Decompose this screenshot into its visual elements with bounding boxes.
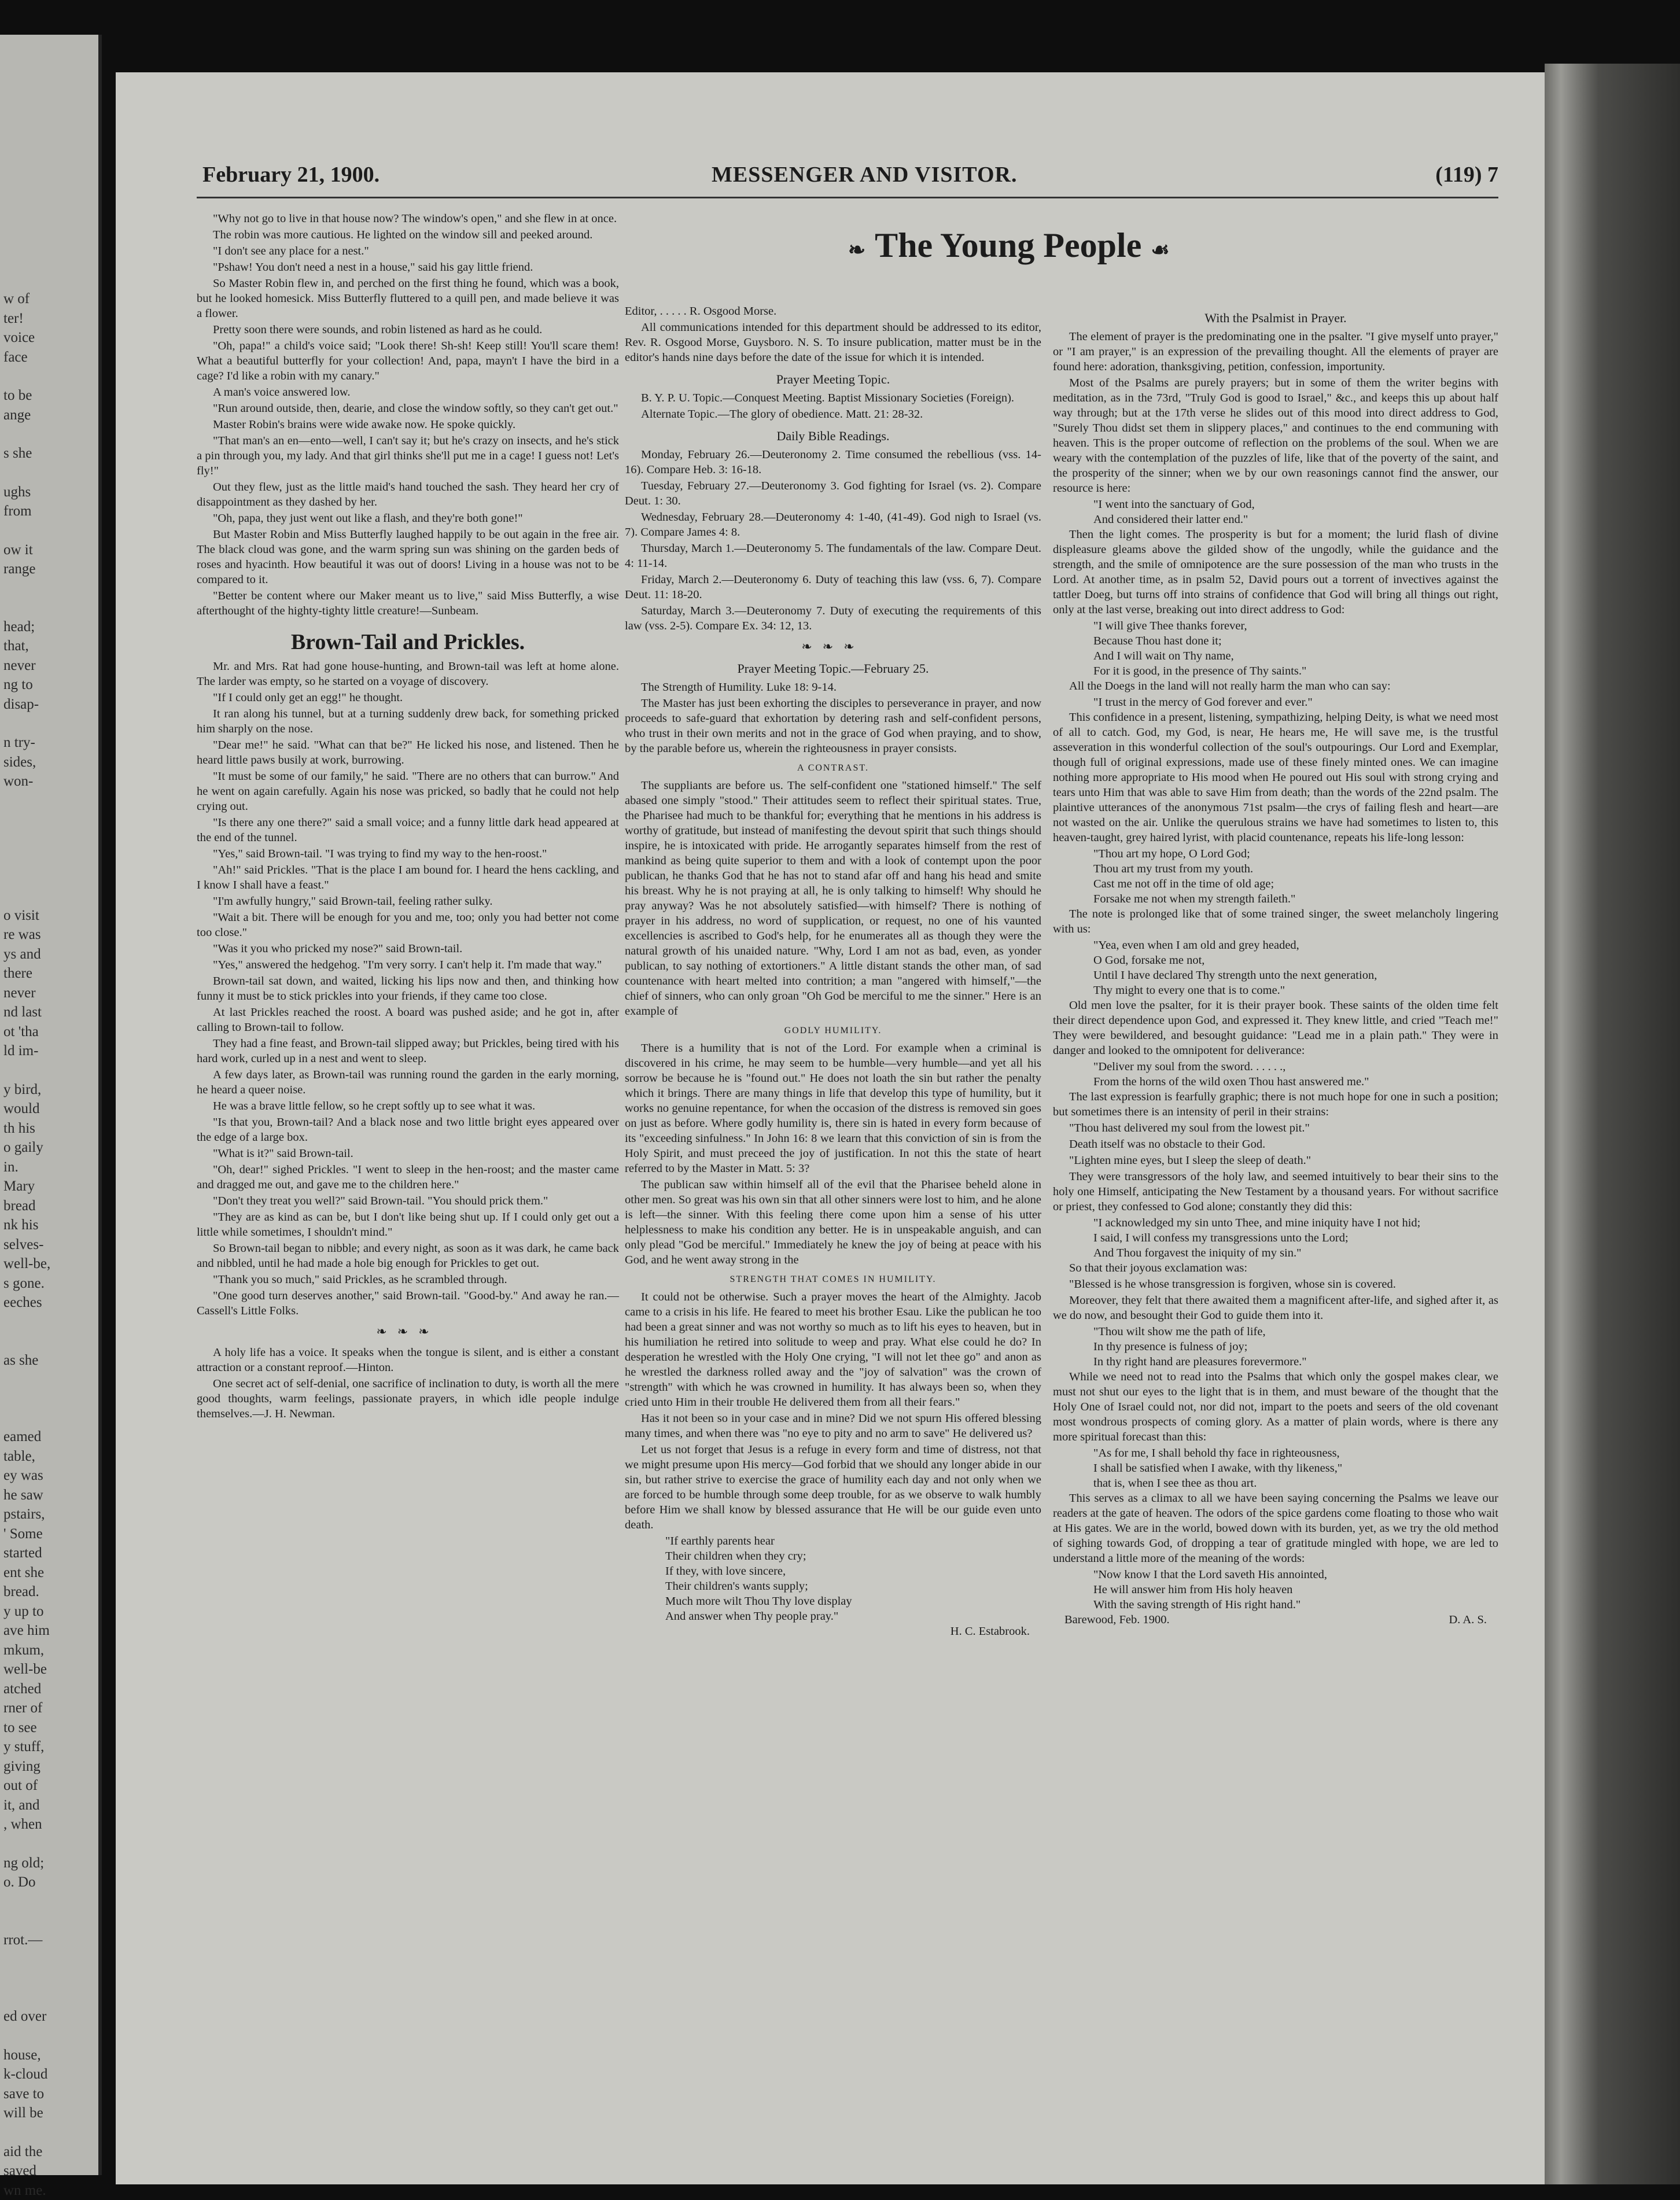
- paragraph: "Yes," answered the hedgehog. "I'm very sorry. I can't help it. I'm made that way.": [197, 957, 619, 972]
- verse-line: And answer when Thy people pray.": [665, 1609, 1041, 1624]
- fragment-line: ent she: [3, 1563, 98, 1583]
- paragraph: Tuesday, February 27.—Deuteronomy 3. God fighting for Israel (vs. 2). Compare Deut. 1: 30.: [625, 478, 1041, 508]
- fragment-line: [3, 1911, 98, 1930]
- verse-line: "I will give Thee thanks forever,: [1093, 618, 1498, 633]
- fragment-line: ave him: [3, 1621, 98, 1641]
- paragraph: "Lighten mine eyes, but I sleep the sleep of death.": [1053, 1153, 1498, 1168]
- col3-paras-i: [1053, 1369, 1498, 1444]
- paragraph: This confidence in a present, listening, sympathizing, helping Deity, is what we need most of all to catch. God, my God, is near, He hears me, He will save me, is the trustful asseveration in this wonderful collection of the soul's outpourings. Our Lord and Exemplar, though full of original expressions, made use of these finely minted ones. We can imagine nothing more appropriate to His mood when He poured out His soul with strong crying and tears unto Him that was able to save Him from death; than the words of the 22nd psalm. The plaintive utterances of the anonymous 71st psalm—the crys of failing flesh and heart—are not wasted on the air. Unlike the querulous strains we have had sometimes to listen to, this heaven-taught, grey haired lyrist, with placid countenance, repeats his life-long lesson:: [1053, 710, 1498, 845]
- paragraph: "Is there any one there?" said a small voice; and a funny little dark head appeared at the end of the tunnel.: [197, 815, 619, 845]
- fragment-line: [3, 425, 98, 444]
- fragment-line: [3, 367, 98, 386]
- paragraph: Death itself was no obstacle to their God.: [1053, 1137, 1498, 1152]
- header-paper-title: MESSENGER AND VISITOR.: [712, 162, 1017, 187]
- paragraph: It ran along his tunnel, but at a turning suddenly drew back, for something pricked him sharply on the nose.: [197, 706, 619, 736]
- col1-paras-c: [197, 1345, 619, 1421]
- fragment-line: [3, 1892, 98, 1911]
- verse-line: Thou art my trust from my youth.: [1093, 861, 1498, 876]
- fragment-line: well-be: [3, 1660, 98, 1679]
- section-title: [839, 226, 1360, 266]
- fragment-line: [3, 887, 98, 906]
- paragraph: Saturday, March 3.—Deuteronomy 7. Duty of executing the requirements of this law (vss. 2-5). Compare Ex. 34: 12, 13.: [625, 603, 1041, 633]
- story-title: Brown-Tail and Prickles.: [197, 635, 619, 650]
- verse-line: I said, I will confess my transgressions unto the Lord;: [1093, 1230, 1498, 1245]
- contrast-paras: [625, 778, 1041, 1019]
- paragraph: "Better be content where our Maker meant us to live," said Miss Butterfly, a wise afterthought of the highty-tighty little creature!—Sunbeam.: [197, 588, 619, 618]
- daily-readings: [625, 447, 1041, 633]
- fragment-line: table,: [3, 1447, 98, 1466]
- fragment-line: ld im-: [3, 1041, 98, 1061]
- fragment-line: he saw: [3, 1486, 98, 1505]
- paragraph: But Master Robin and Miss Butterfly laughed happily to be out again in the free air. The black cloud was gone, and the warm spring sun was shining on the garden beds of roses and hyacinth. How beautiful it was out of doors! Living in a house was not to be compared to it.: [197, 527, 619, 587]
- fragment-line: house,: [3, 2046, 98, 2065]
- col3-signature: [1053, 1612, 1498, 1627]
- paragraph: "What is it?" said Brown-tail.: [197, 1146, 619, 1161]
- col3-paras-d: [1053, 710, 1498, 845]
- verse: [1053, 1059, 1498, 1089]
- paragraph: The Master has just been exhorting the disciples to perseverance in prayer, and now proceeds to safe-guard that exhortation by detering rash and self-confident persons, who trust in their own merits and not in the grace of God when praying, and to show, by the parable before us, wherein the righteousness in prayer consists.: [625, 696, 1041, 756]
- fragment-line: [3, 810, 98, 830]
- paragraph: "Wait a bit. There will be enough for you and me, too; only you had better not come too close.": [197, 910, 619, 940]
- verse-line: And I will wait on Thy name,: [1093, 648, 1498, 664]
- fragment-line: [3, 1988, 98, 2007]
- fragment-line: o visit: [3, 906, 98, 926]
- page-header: [202, 162, 1498, 194]
- fragment-line: out of: [3, 1776, 98, 1796]
- fragment-line: [3, 1370, 98, 1389]
- paragraph: The publican saw within himself all of the evil that the Pharisee beheld alone in other men. So great was his own sin that all other sinners were lost to him, and he alone is left—the sinner. With this feeling there come upon him a sense of his utter helplessness to make his condition any better. He is in unspeakable anguish, and can only plead "God be merciful." Immediately he knew the joy of being at peace with his God, and he went away strong in the: [625, 1177, 1041, 1267]
- paragraph: Old men love the psalter, for it is their prayer book. These saints of the olden time felt their direct dependence upon God, and expressed it. They knew little, and cried "Teach me!" They were bewildered, and besought guidance: "Lead me in a plain path." They were in danger and looked to the omnipotent for deliverance:: [1053, 998, 1498, 1058]
- paragraph: He was a brave little fellow, so he crept softly up to see what it was.: [197, 1099, 619, 1114]
- col3-paras-e: [1053, 906, 1498, 937]
- fragment-line: ng old;: [3, 1853, 98, 1873]
- verse-line: From the horns of the wild oxen Thou hast answered me.": [1093, 1074, 1498, 1089]
- header-page-number: (119) 7: [1435, 162, 1498, 187]
- ornament-icon: ❧: [839, 238, 875, 261]
- fragment-line: saved: [3, 2161, 98, 2181]
- fragment-line: aid the: [3, 2142, 98, 2162]
- alternate-topic: Alternate Topic.—The glory of obedience. Matt. 21: 28-32.: [625, 407, 1041, 422]
- verse-line: "Now know I that the Lord saveth His annointed,: [1093, 1567, 1498, 1582]
- fragment-line: save to: [3, 2084, 98, 2104]
- fragment-line: would: [3, 1099, 98, 1119]
- verse: [1053, 1567, 1498, 1612]
- paragraph: "Dear me!" he said. "What can that be?" He licked his nose, and listened. Then he heard little paws busily at work, burrowing.: [197, 738, 619, 768]
- col3-paras-a: [1053, 329, 1498, 496]
- verse-line: And Thou forgavest the iniquity of my sin.": [1093, 1245, 1498, 1261]
- verse-line: Much more wilt Thou Thy love display: [665, 1594, 1041, 1609]
- paragraph: A holy life has a voice. It speaks when the tongue is silent, and is either a constant attraction or a constant reproof.—Hinton.: [197, 1345, 619, 1375]
- paragraph: Friday, March 2.—Deuteronomy 6. Duty of teaching this law (vss. 6, 7). Compare Deut. 11: 18-20.: [625, 572, 1041, 602]
- left-page-fragment: [0, 35, 102, 2175]
- verse-line: In thy presence is fulness of joy;: [1093, 1339, 1498, 1354]
- fragment-line: face: [3, 348, 98, 367]
- paragraph: Moreover, they felt that there awaited them a magnificent after-life, and sighed after it, as we do now, and besought their God to guide them into it.: [1053, 1293, 1498, 1323]
- paragraph: A man's voice answered low.: [197, 385, 619, 400]
- paragraph: "Is that you, Brown-tail? And a black nose and two little bright eyes appeared over the edge of a large box.: [197, 1115, 619, 1145]
- fragment-line: rrot.—: [3, 1930, 98, 1950]
- paragraph: The Strength of Humility. Luke 18: 9-14.: [625, 680, 1041, 695]
- left-margin-text: [0, 35, 98, 2200]
- paragraph: The element of prayer is the predominating one in the psalter. "I give myself unto prayer," or "I am prayer," is an expression of the prevailing thought. All the elements of prayer are found here: adoration, thanksgiving, petition, confession, importunity.: [1053, 329, 1498, 374]
- section-title-text: The Young People: [875, 226, 1141, 264]
- paragraph: The note is prolonged like that of some trained singer, the sweet melancholy lingering with us:: [1053, 906, 1498, 937]
- paragraph: Thursday, March 1.—Deuteronomy 5. The fundamentals of the law. Compare Deut. 4: 11-14.: [625, 541, 1041, 571]
- verse-line: In thy right hand are pleasures forevermore.": [1093, 1354, 1498, 1369]
- paragraph: "Pshaw! You don't need a nest in a house," said his gay little friend.: [197, 260, 619, 275]
- paragraph: "I'm awfully hungry," said Brown-tail, feeling rather sulky.: [197, 894, 619, 909]
- paragraph: So that their joyous exclamation was:: [1053, 1261, 1498, 1276]
- fragment-line: [3, 463, 98, 482]
- paragraph: "One good turn deserves another," said Brown-tail. "Good-by." And away he ran.—Cassell's Little Folks.: [197, 1288, 619, 1318]
- column-1: [197, 211, 619, 1423]
- fragment-line: never: [3, 656, 98, 676]
- verse-line: He will answer him from His holy heaven: [1093, 1582, 1498, 1597]
- fragment-line: it, and: [3, 1796, 98, 1815]
- paragraph: It could not be otherwise. Such a prayer moves the heart of the Almighty. Jacob came to a crisis in his life. He feared to meet his brother Esau. Like the publican he too had been a great sinner and was not worthy so much as to lift his eyes to heaven, but in his humiliation he retired into solitude to weep and pray. What else could he do? In desperation he wrestled with the Holy One crying, "I will not let thee go" and anon as he wrestled the darkness rolled away and the "joy of salvation" was the crown of "strength" with which he was crowned in humility. It has always been so, when they cried unto Him in their trouble He delivered them from all their fears.": [625, 1289, 1041, 1410]
- fragment-line: bread.: [3, 1582, 98, 1602]
- editor-line: Editor, . . . . . R. Osgood Morse.: [625, 304, 1041, 319]
- fragment-line: [3, 1969, 98, 1988]
- topic-title: Prayer Meeting Topic.—February 25.: [625, 661, 1041, 676]
- col3-paras-c: [1053, 679, 1498, 694]
- verse-line: "I trust in the mercy of God forever and ever.": [1093, 695, 1498, 710]
- verse: [1053, 846, 1498, 906]
- contrast-title: A CONTRAST.: [625, 761, 1041, 776]
- fragment-line: ey was: [3, 1466, 98, 1486]
- fragment-line: in.: [3, 1158, 98, 1177]
- fragment-line: mkum,: [3, 1641, 98, 1660]
- fragment-line: [3, 521, 98, 540]
- verse-line: O God, forsake me not,: [1093, 953, 1498, 968]
- paragraph: Has it not been so in your case and in mine? Did we not spurn His offered blessing many times, and when there was "no eye to pity and no arm to save" He delivered us?: [625, 1411, 1041, 1441]
- fragment-line: sides,: [3, 753, 98, 772]
- paragraph: "Don't they treat you well?" said Brown-tail. "You should prick them.": [197, 1193, 619, 1208]
- header-date: February 21, 1900.: [202, 162, 380, 187]
- paragraph: "They are as kind as can be, but I don't like being shut up. If I could only get out a little while sometimes, I shouldn't mind.": [197, 1210, 619, 1240]
- paragraph: They had a fine feast, and Brown-tail slipped away; but Prickles, being tired with his hard work, curled up in a nest and went to sleep.: [197, 1036, 619, 1066]
- paragraph: "If I could only get an egg!" he thought.: [197, 690, 619, 705]
- fragment-line: [3, 1332, 98, 1351]
- paragraph: Wednesday, February 28.—Deuteronomy 4: 1-40, (41-49). God nigh to Israel (vs. 7). Compare James 4: 8.: [625, 510, 1041, 540]
- fragment-line: ange: [3, 406, 98, 425]
- fragment-line: giving: [3, 1757, 98, 1777]
- verse-line: that is, when I see thee as thou art.: [1093, 1476, 1498, 1491]
- strength-title: STRENGTH THAT COMES IN HUMILITY.: [625, 1272, 1041, 1287]
- paragraph: Then the light comes. The prosperity is but for a moment; the lurid flash of divine displeasure gleams above the gilded show of the ungodly, while the guidance and the strength, and the smile of omnipotence are the sure possession of the man who trusts in the Lord. At another time, as in psalm 52, David pours out a torrent of invectives against the tattler Doeg, but turns off into strains of confidence that God will bring all things out right, only at the last verse, breaking out into direct address to God:: [1053, 527, 1498, 617]
- paragraph: "I don't see any place for a nest.": [197, 244, 619, 259]
- verse-line: Until I have declared Thy strength unto the next generation,: [1093, 968, 1498, 983]
- fragment-line: will be: [3, 2103, 98, 2123]
- verse: [1053, 1215, 1498, 1261]
- fragment-line: k-cloud: [3, 2065, 98, 2084]
- godly-title: GODLY HUMILITY.: [625, 1023, 1041, 1038]
- verse-line: I shall be satisfied when I awake, with thy likeness,": [1093, 1461, 1498, 1476]
- fragment-line: y up to: [3, 1602, 98, 1622]
- fragment-line: pstairs,: [3, 1505, 98, 1524]
- paragraph: All the Doegs in the land will not really harm the man who can say:: [1053, 679, 1498, 694]
- fragment-line: disap-: [3, 695, 98, 714]
- fragment-line: s she: [3, 444, 98, 463]
- verse-line: Forsake me not when my strength faileth.": [1093, 891, 1498, 906]
- prayer-meeting-title: Prayer Meeting Topic.: [625, 372, 1041, 387]
- paragraph: One secret act of self-denial, one sacrifice of inclination to duty, is worth all the mere good thoughts, warm feelings, passionate prayers, in which idle people indulge themselves.—J. H. Newman.: [197, 1376, 619, 1421]
- strength-paras: [625, 1289, 1041, 1532]
- fragment-line: [3, 714, 98, 733]
- verse-line: Their children when they cry;: [665, 1549, 1041, 1564]
- fragment-line: , when: [3, 1815, 98, 1834]
- verse-line: Cast me not off in the time of old age;: [1093, 876, 1498, 891]
- fragment-line: [3, 1061, 98, 1080]
- paragraph: So Master Robin flew in, and perched on the first thing he found, which was a book, but he looked homesick. Miss Butterfly fluttered to a quill pen, and made believe it was a flower.: [197, 276, 619, 321]
- paragraph: Monday, February 26.—Deuteronomy 2. Time consumed the rebellious (vss. 14-16). Compare Heb. 3: 16-18.: [625, 447, 1041, 477]
- fragment-line: ed over: [3, 2007, 98, 2026]
- ornament-icon: ☙: [1141, 238, 1178, 261]
- paragraph: "Oh, papa, they just went out like a flash, and they're both gone!": [197, 511, 619, 526]
- paragraph: Brown-tail sat down, and waited, licking his lips now and then, and thinking how funny it must be to stick prickles into your friends, if they came too close.: [197, 974, 619, 1004]
- fragment-line: s gone.: [3, 1274, 98, 1294]
- verse-line: Thy might to every one that is to come.": [1093, 983, 1498, 998]
- daily-readings-title: Daily Bible Readings.: [625, 429, 1041, 444]
- fragment-line: ow it: [3, 540, 98, 560]
- fragment-line: ughs: [3, 482, 98, 502]
- fragment-line: n try-: [3, 733, 98, 753]
- paragraph: "Thou hast delivered my soul from the lowest pit.": [1053, 1121, 1498, 1136]
- verse-line: "I went into the sanctuary of God,: [1093, 497, 1498, 512]
- fragment-line: [3, 2026, 98, 2046]
- header-rule: [197, 197, 1498, 198]
- fragment-line: o gaily: [3, 1138, 98, 1158]
- fragment-line: [3, 1408, 98, 1427]
- fragment-line: range: [3, 559, 98, 579]
- fragment-line: as she: [3, 1351, 98, 1370]
- fragment-line: [3, 791, 98, 810]
- verse-line: "I acknowledged my sin unto Thee, and mine iniquity have I not hid;: [1093, 1215, 1498, 1230]
- fragment-line: head;: [3, 617, 98, 637]
- fragment-line: y bird,: [3, 1080, 98, 1100]
- bypu-topic: B. Y. P. U. Topic.—Conquest Meeting. Baptist Missionary Societies (Foreign).: [625, 390, 1041, 406]
- col3-paras-f: [1053, 998, 1498, 1058]
- fragment-line: [3, 1950, 98, 1969]
- paragraph: "That man's an en—ento—well, I can't say it; but he's crazy on insects, and he's stick a pin through you, my lady. And that girl thinks she'll put me in a cage! I guess not! Let's fly!": [197, 433, 619, 478]
- fragment-line: voice: [3, 328, 98, 348]
- verse: [1053, 1324, 1498, 1369]
- paragraph: They were transgressors of the holy law, and seemed intuitively to bear their sins to the holy one Himself, anticipating the New Testament by a thousand years. For without sacrifice or priest, they confessed to God alone; constantly they did this:: [1053, 1169, 1498, 1214]
- paragraph: There is a humility that is not of the Lord. For example when a criminal is discovered in his crime, he may seem to be humble—very humble—and yet all his sorrow be because he is "found out." He does not loath the sin but rather the penalty which it brings. There are many things in life that develop this type of humility, but it works no genuine repentance, for when the occasion of the distress is removed sin goes on just as before. Where godly humility is, there sin is hated in every form because of its "exceeding sinfulness." In John 16: 8 we learn that this conviction of sin is from the Holy Spirit, and must preceed the joy of justification. In not this the state of heart referred to by the Master in Matt. 5: 3?: [625, 1041, 1041, 1176]
- verse: [1053, 618, 1498, 679]
- paragraph: "Blessed is he whose transgression is forgiven, whose sin is covered.: [1053, 1277, 1498, 1292]
- fragment-line: bread: [3, 1196, 98, 1216]
- book-spine: [1545, 64, 1680, 2184]
- fragment-line: never: [3, 983, 98, 1003]
- closing-poem: [625, 1534, 1041, 1624]
- paragraph: A few days later, as Brown-tail was running round the garden in the early morning, he heard a queer noise.: [197, 1067, 619, 1097]
- fragment-line: Mary: [3, 1177, 98, 1196]
- paragraph: The robin was more cautious. He lighted on the window sill and peeked around.: [197, 227, 619, 242]
- fragment-line: [3, 1313, 98, 1332]
- paragraph: "Ah!" said Prickles. "That is the place I am bound for. I heard the hens cackling, and I know I shall have a feast.": [197, 863, 619, 893]
- poem-signature: H. C. Estabrook.: [625, 1624, 1030, 1639]
- fragment-line: to see: [3, 1718, 98, 1738]
- fragment-line: well-be,: [3, 1254, 98, 1274]
- paragraph: Most of the Psalms are purely prayers; but in some of them the writer begins with meditation, as in the 73rd, "Truly God is good to Israel," &c., and keeps this up about half way through; but at the 17th verse he slides out of this mood into direct address to God, "Surely Thou didst set them in slippery places," and continues to the end communing with heaven. This is the proper outcome of reflection on the problems of the soul. When we are weary with the contemplation of the puzzles of life, like that of the poverty of the saint, and the prosperity of the sinner; when we by our own reasonings cannot find the answer, our resource is here:: [1053, 375, 1498, 496]
- psalmist-title: With the Psalmist in Prayer.: [1053, 311, 1498, 326]
- col3-paras-h: [1053, 1261, 1498, 1323]
- verse-line: Their children's wants supply;: [665, 1579, 1041, 1594]
- paragraph: "Was it you who pricked my nose?" said Brown-tail.: [197, 941, 619, 956]
- col3-paras-b: [1053, 527, 1498, 617]
- verse-line: "If earthly parents hear: [665, 1534, 1041, 1549]
- fragment-line: y stuff,: [3, 1737, 98, 1757]
- fragment-line: nk his: [3, 1215, 98, 1235]
- fragment-line: [3, 849, 98, 868]
- fragment-line: there: [3, 964, 98, 983]
- fragment-line: [3, 598, 98, 617]
- godly-paras: [625, 1041, 1041, 1267]
- paragraph: "Yes," said Brown-tail. "I was trying to find my way to the hen-roost.": [197, 846, 619, 861]
- paragraph: So Brown-tail began to nibble; and every night, as soon as it was dark, he came back and nibbled, until he had made a hole big enough for Prickles to get out.: [197, 1241, 619, 1271]
- col3-paras-g: [1053, 1089, 1498, 1214]
- fragment-line: [3, 1389, 98, 1408]
- paragraph: "Oh, dear!" sighed Prickles. "I went to sleep in the hen-roost; and the master came and dragged me out, and gave me to the children here.": [197, 1162, 619, 1192]
- verse-line: "Deliver my soul from the sword. . . . . .,: [1093, 1059, 1498, 1074]
- verse-line: "Thou wilt show me the path of life,: [1093, 1324, 1498, 1339]
- paragraph: "It must be some of our family," he said. "There are no others that can burrow." And he went on again carefully. Again his nose was pricked, so badly that he could not help crying out.: [197, 769, 619, 814]
- fragment-line: that,: [3, 636, 98, 656]
- fragment-line: ter!: [3, 309, 98, 329]
- fragment-line: ng to: [3, 675, 98, 695]
- paragraph: Mr. and Mrs. Rat had gone house-hunting, and Brown-tail was left at home alone. The larder was empty, so he started on a voyage of discovery.: [197, 659, 619, 689]
- verse: [1053, 497, 1498, 527]
- fragment-line: ot 'tha: [3, 1022, 98, 1042]
- signature-place: Barewood, Feb. 1900.: [1064, 1612, 1170, 1627]
- verse-line: And considered their latter end.": [1093, 512, 1498, 527]
- ornament-divider: ❧❧❧: [197, 1324, 619, 1339]
- verse: [1053, 695, 1498, 710]
- paragraph: "Why not go to live in that house now? The window's open," and she flew in at once.: [197, 211, 619, 226]
- paragraph: Pretty soon there were sounds, and robin listened as hard as he could.: [197, 322, 619, 337]
- fragment-line: atched: [3, 1679, 98, 1699]
- fragment-line: [3, 830, 98, 849]
- verse-line: For it is good, in the presence of Thy saints.": [1093, 664, 1498, 679]
- paragraph: "Oh, papa!" a child's voice said; "Look there! Sh-sh! Keep still! You'll scare them! What a beautiful butterfly for your collection! And, papa, mayn't I have the bird in a cage? I'd like a robin with my canary.": [197, 338, 619, 384]
- paragraph: "Run around outside, then, dearie, and close the window softly, so they can't get out.": [197, 401, 619, 416]
- signature-name: D. A. S.: [1449, 1612, 1487, 1627]
- paragraph: "Thank you so much," said Prickles, as he scrambled through.: [197, 1272, 619, 1287]
- paragraph: Out they flew, just as the little maid's hand touched the sash. They heard her cry of disappointment as they dashed by her.: [197, 480, 619, 510]
- paragraph: The last expression is fearfully graphic; there is not much hope for one in such a position; but sometimes there is an intensity of peril in their strains:: [1053, 1089, 1498, 1119]
- fragment-line: eeches: [3, 1293, 98, 1313]
- fragment-line: o. Do: [3, 1873, 98, 1892]
- fragment-line: ys and: [3, 945, 98, 964]
- verse-line: "Yea, even when I am old and grey headed,: [1093, 938, 1498, 953]
- fragment-line: [3, 868, 98, 887]
- fragment-line: [3, 1834, 98, 1853]
- col1-paras-a: [197, 211, 619, 618]
- fragment-line: [3, 579, 98, 598]
- ornament-divider: ❧❧❧: [625, 639, 1041, 654]
- paragraph: This serves as a climax to all we have been saying concerning the Psalms we leave our readers at the gate of heaven. The odors of the spice gardens come floating to those who wait at His gates. We are in the world, bowed down with its burden, yet, as we try the old method of sighing towards God, of dropping a tear of gratitude mingled with hope, we are led to understand a little more of the meaning of the words:: [1053, 1491, 1498, 1566]
- verse-line: Because Thou hast done it;: [1093, 633, 1498, 648]
- topic-paras: [625, 680, 1041, 756]
- verse-line: If they, with love sincere,: [665, 1564, 1041, 1579]
- column-2: [625, 304, 1041, 1639]
- col1-paras-b: [197, 659, 619, 1318]
- fragment-line: th his: [3, 1119, 98, 1138]
- verse: [1053, 1446, 1498, 1491]
- paragraph: At last Prickles reached the roost. A board was pushed aside; and he got in, after calling to Brown-tail to follow.: [197, 1005, 619, 1035]
- fragment-line: started: [3, 1543, 98, 1563]
- verse-line: "As for me, I shall behold thy face in righteousness,: [1093, 1446, 1498, 1461]
- fragment-line: eamed: [3, 1427, 98, 1447]
- fragment-line: selves-: [3, 1235, 98, 1255]
- editor-intro: All communications intended for this department should be addressed to its editor, Rev. R. Osgood Morse, Guysboro. N. S. To insure publication, matter must be in the editor's hands nine days before the date of the issue for which it is intended.: [625, 320, 1041, 365]
- verse-line: With the saving strength of His right hand.": [1093, 1597, 1498, 1612]
- fragment-line: [3, 2123, 98, 2142]
- paragraph: The suppliants are before us. The self-confident one "stationed himself." The self abased one simply "stood." Their attitudes seem to reflect their spiritual states. True, the Pharisee had much to be thankful for; everything that he mentions in his address is worthy of gratitude, but instead of manifesting the devout spirit that such things should inspire, he is intoxicated with pride. He arrogantly separates himself from the rest of mankind as being quite superior to them and with a look of contempt upon the poor publican, he thanks God that he has not to stand afar off and hang his head and smite his breast. Why he is not praying at all, he is only talking to himself! Why should he pray anyway? Was he not absolutely satisfied—with himself? There is nothing of prayer in his address, no word of supplication, or request, no one of his vaunted excellencies is ascribed to God's help, for he enumerates all as though they were the natural growth of his unaided nature. "Why, Lord I am not as bad, even, as yonder publican, to say nothing of extortioners." A little distant stands the other man, of sad countenance with heart melted into contrition; a man "angered with himself,"—the chief of sinners, who can only groan "Oh God be merciful to me the sinner." Here is an example of: [625, 778, 1041, 1019]
- verse-line: "Thou art my hope, O Lord God;: [1093, 846, 1498, 861]
- fragment-line: won-: [3, 772, 98, 791]
- paragraph: Master Robin's brains were wide awake now. He spoke quickly.: [197, 417, 619, 432]
- column-3: [1053, 304, 1498, 1627]
- fragment-line: to be: [3, 386, 98, 406]
- fragment-line: ' Some: [3, 1524, 98, 1544]
- fragment-line: re was: [3, 925, 98, 945]
- fragment-line: w of: [3, 289, 98, 309]
- fragment-line: wn me.: [3, 2181, 98, 2200]
- fragment-line: from: [3, 502, 98, 521]
- newspaper-page: [116, 72, 1545, 2184]
- paragraph: Let us not forget that Jesus is a refuge in every form and time of distress, not that we might presume upon His mercy—God forbid that we should any longer abide in our sin, but rather strive to exercise the grace of humility each day and not only when we are forced to be humble through some deep trouble, for as we observe to walk humbly before Him we shall know by blessed assurance that He will be our guide even unto death.: [625, 1442, 1041, 1532]
- fragment-line: rner of: [3, 1698, 98, 1718]
- paragraph: While we need not to read into the Psalms that which only the gospel makes clear, we must not shut our eyes to the light that is in them, and must beware of the thought that the Holy One of Israel could not, nor did not, impart to the poets and seers of the old covenant most wondrous prospects of coming glory. As a matter of plain words, where is there any more spiritual forecast than this:: [1053, 1369, 1498, 1444]
- col3-paras-j: [1053, 1491, 1498, 1566]
- fragment-line: nd last: [3, 1003, 98, 1022]
- verse: [1053, 938, 1498, 998]
